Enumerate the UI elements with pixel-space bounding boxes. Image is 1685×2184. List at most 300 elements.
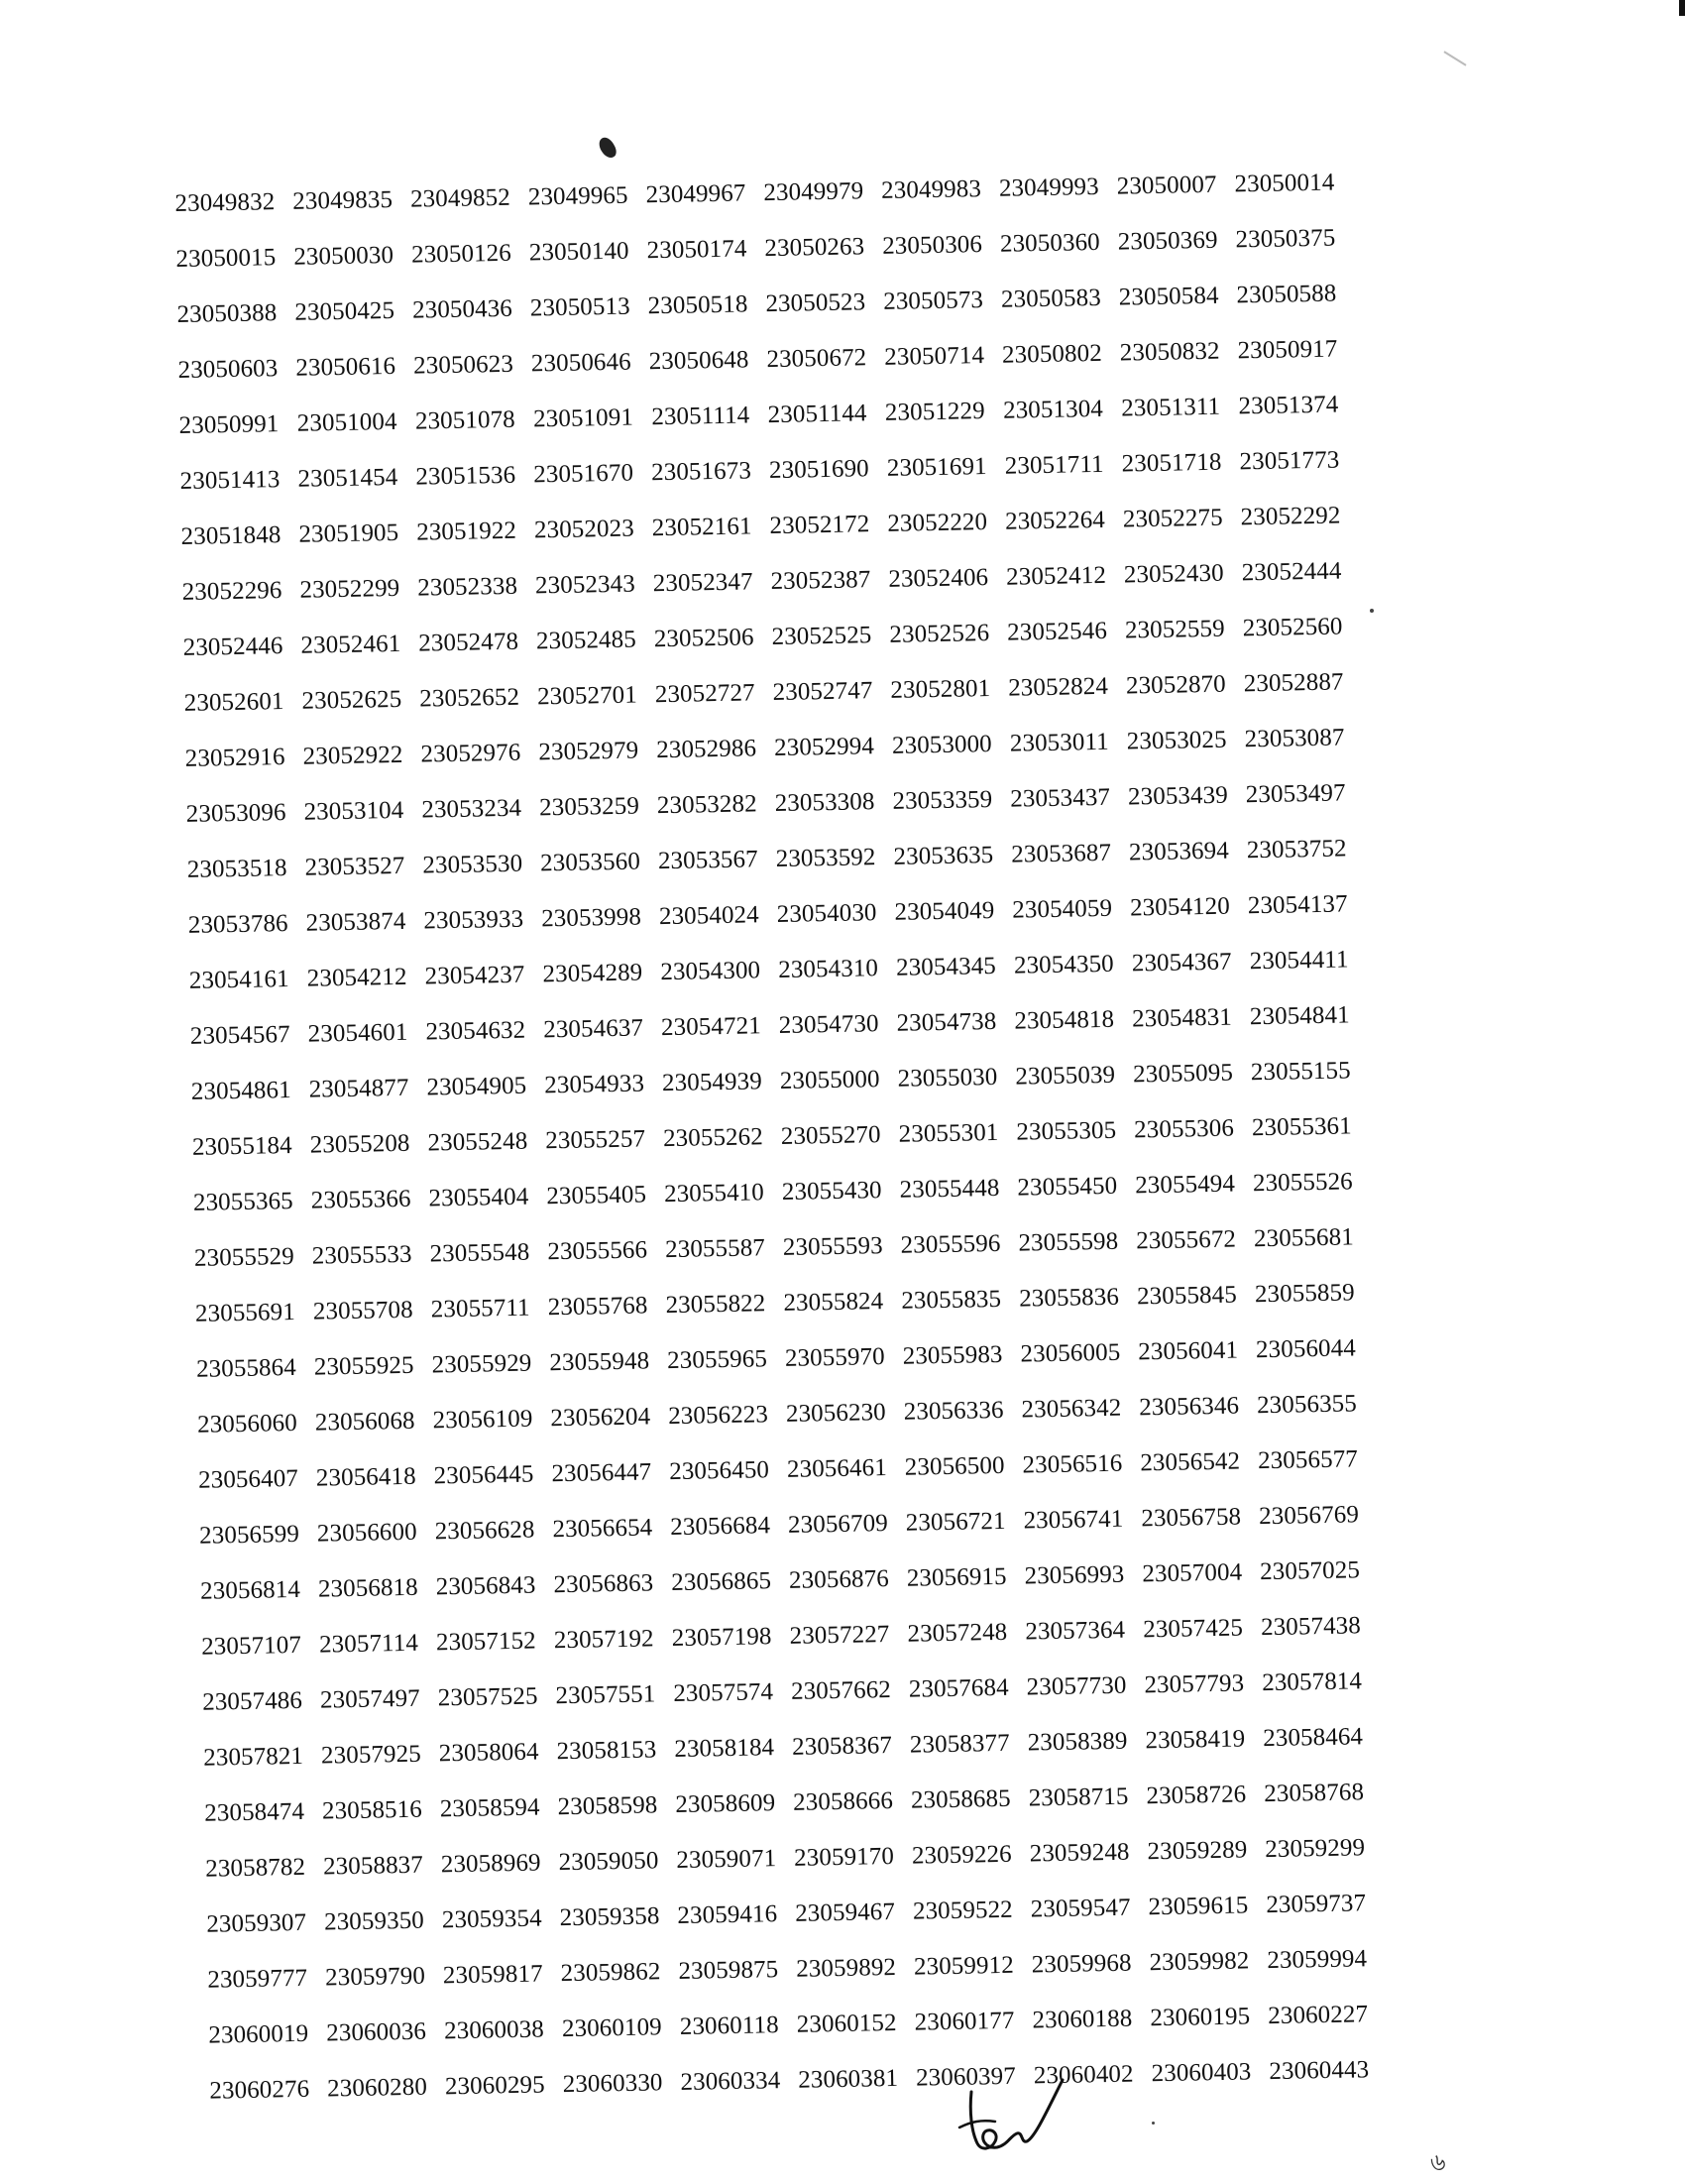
roll-number: 23049852 (409, 183, 511, 213)
roll-number: 23058685 (910, 1784, 1011, 1814)
roll-number: 23057925 (320, 1740, 422, 1770)
roll-number: 23054350 (1013, 950, 1115, 979)
roll-number: 23059737 (1266, 1890, 1367, 1919)
roll-number: 23053282 (656, 790, 757, 820)
roll-number: 23052601 (183, 688, 284, 717)
roll-number: 23054567 (189, 1021, 290, 1050)
roll-number: 23053933 (423, 905, 524, 935)
roll-number: 23056407 (197, 1464, 299, 1494)
roll-number: 23057364 (1025, 1616, 1126, 1646)
roll-number: 23055708 (312, 1296, 413, 1325)
roll-number: 23054730 (778, 1010, 879, 1039)
roll-number: 23057793 (1144, 1669, 1245, 1699)
roll-number: 23053439 (1127, 781, 1229, 811)
roll-number: 23055533 (311, 1240, 412, 1270)
roll-number: 23059817 (442, 1960, 543, 1990)
roll-number: 23051374 (1238, 391, 1339, 420)
roll-number: 23057662 (790, 1676, 892, 1705)
roll-number: 23055711 (430, 1294, 530, 1323)
roll-number: 23055095 (1132, 1059, 1234, 1089)
roll-number: 23056876 (788, 1565, 890, 1594)
roll-number: 23056450 (668, 1456, 770, 1486)
roll-number: 23051091 (532, 403, 634, 433)
roll-number: 23056600 (316, 1518, 417, 1548)
roll-number: 23051078 (414, 405, 516, 435)
roll-number: 23052172 (769, 511, 870, 540)
roll-number: 23053011 (1009, 728, 1109, 757)
roll-number: 23055404 (428, 1183, 529, 1212)
roll-number: 23055248 (427, 1127, 528, 1157)
roll-number: 23057152 (435, 1627, 537, 1657)
roll-number: 23055822 (665, 1290, 766, 1320)
roll-number: 23054939 (661, 1068, 763, 1097)
roll-number: 23052525 (771, 622, 872, 651)
roll-number: 23055526 (1252, 1168, 1354, 1198)
roll-number: 23055270 (780, 1121, 881, 1150)
roll-number: 23058782 (205, 1853, 306, 1883)
roll-number: 23054831 (1131, 1003, 1233, 1033)
roll-number: 23051711 (1004, 450, 1104, 480)
roll-number: 23049965 (527, 181, 628, 211)
roll-number: 23051311 (1121, 393, 1221, 422)
roll-number: 23052444 (1241, 557, 1342, 587)
roll-number: 23051229 (884, 398, 985, 426)
roll-number: 23055948 (549, 1347, 650, 1377)
roll-number: 23055305 (1016, 1116, 1117, 1146)
roll-number: 23056709 (787, 1510, 889, 1539)
roll-number: 23055929 (431, 1349, 532, 1379)
roll-number: 23054289 (542, 959, 643, 988)
roll-number: 23060038 (443, 2015, 545, 2045)
roll-number: 23055691 (194, 1298, 296, 1327)
roll-number: 23055410 (663, 1179, 765, 1208)
roll-number: 23055835 (901, 1285, 1002, 1315)
roll-number: 23050030 (293, 241, 394, 271)
roll-number: 23054030 (776, 899, 877, 928)
roll-number: 23051718 (1121, 448, 1222, 478)
roll-number: 23057425 (1142, 1614, 1244, 1644)
roll-number: 23055845 (1136, 1281, 1238, 1311)
roll-number: 23050802 (1001, 339, 1103, 369)
roll-number: 23059547 (1030, 1894, 1131, 1923)
roll-number: 23057497 (319, 1684, 421, 1714)
roll-number: 23059226 (911, 1840, 1012, 1870)
roll-number: 23057814 (1261, 1667, 1363, 1697)
roll-number: 23060276 (209, 2075, 310, 2105)
roll-number: 23054601 (307, 1018, 408, 1048)
roll-number: 23051454 (297, 463, 398, 493)
roll-number: 23049993 (998, 172, 1099, 202)
roll-number: 23056721 (905, 1507, 1006, 1537)
roll-number: 23055361 (1251, 1112, 1352, 1142)
roll-number: 23053527 (304, 852, 405, 881)
roll-number: 23059862 (560, 1958, 661, 1988)
roll-number: 23060443 (1269, 2056, 1370, 2086)
roll-number: 23057192 (553, 1625, 654, 1655)
roll-number: 23051304 (1002, 395, 1104, 424)
roll-number: 23055184 (191, 1131, 292, 1161)
roll-number: 23056346 (1139, 1392, 1240, 1422)
roll-number: 23058474 (204, 1797, 305, 1827)
roll-number: 23051848 (180, 521, 281, 550)
roll-number: 23055970 (784, 1343, 885, 1372)
roll-number: 23050917 (1237, 335, 1338, 365)
roll-number: 23056060 (196, 1409, 298, 1438)
roll-number: 23059875 (678, 1956, 779, 1985)
roll-number: 23060295 (444, 2071, 545, 2101)
roll-number: 23053437 (1009, 783, 1111, 813)
roll-number: 23055598 (1018, 1227, 1119, 1257)
roll-number-list (174, 156, 1370, 2120)
roll-number: 23059170 (793, 1842, 895, 1872)
roll-number: 23053567 (657, 846, 758, 875)
roll-number: 23057004 (1142, 1558, 1243, 1588)
roll-number: 23049979 (763, 177, 864, 207)
roll-number: 23056336 (903, 1396, 1004, 1426)
roll-number: 23058726 (1146, 1781, 1247, 1810)
roll-number: 23055859 (1254, 1279, 1355, 1309)
roll-number: 23060227 (1268, 2001, 1369, 2030)
roll-number: 23052446 (182, 632, 283, 661)
roll-number: 23060334 (680, 2067, 781, 2096)
roll-number: 23058837 (322, 1851, 424, 1881)
roll-number: 23050263 (764, 233, 865, 263)
roll-number: 23056865 (671, 1567, 772, 1597)
roll-number: 23060402 (1033, 2060, 1134, 2090)
roll-number: 23053687 (1011, 839, 1112, 868)
roll-number: 23055864 (195, 1353, 297, 1383)
roll-number: 23049967 (645, 179, 746, 209)
roll-number: 23055306 (1133, 1114, 1235, 1144)
roll-number: 23055965 (666, 1345, 768, 1375)
roll-number: 23059994 (1267, 1945, 1368, 1975)
roll-number: 23052430 (1123, 559, 1224, 589)
roll-number: 23051673 (650, 457, 752, 487)
roll-number: 23056223 (667, 1401, 769, 1431)
roll-number: 23057198 (671, 1623, 772, 1653)
roll-number: 23054818 (1014, 1005, 1115, 1035)
roll-number: 23055672 (1135, 1225, 1237, 1255)
roll-number: 23050425 (294, 296, 395, 326)
roll-number: 23060118 (679, 2012, 779, 2040)
roll-number: 23053497 (1245, 779, 1346, 809)
ink-smudge (596, 135, 618, 161)
roll-number: 23055596 (900, 1229, 1001, 1259)
roll-number: 23056863 (553, 1569, 654, 1599)
roll-number: 23050672 (766, 344, 867, 374)
roll-number: 23051691 (886, 453, 987, 482)
roll-number: 23055448 (899, 1174, 1000, 1204)
roll-number: 23050388 (176, 299, 278, 328)
roll-number: 23056684 (669, 1512, 771, 1542)
roll-number: 23050436 (411, 294, 513, 324)
roll-number: 23055983 (902, 1340, 1003, 1370)
roll-number: 23059354 (441, 1904, 542, 1934)
roll-number: 23057025 (1259, 1556, 1361, 1586)
roll-number: 23056516 (1022, 1449, 1123, 1479)
roll-number: 23054137 (1247, 890, 1348, 920)
roll-number: 23055000 (779, 1066, 880, 1094)
roll-number: 23055529 (193, 1242, 295, 1272)
roll-number: 23058184 (674, 1734, 775, 1764)
roll-number: 23052412 (1005, 561, 1107, 591)
roll-number: 23054300 (660, 957, 761, 986)
roll-number: 23055824 (783, 1288, 884, 1317)
roll-number: 23056542 (1140, 1447, 1241, 1477)
roll-number: 23059912 (913, 1951, 1015, 1981)
roll-number: 23050375 (1235, 224, 1336, 254)
roll-number: 23058389 (1027, 1727, 1128, 1757)
roll-number: 23050518 (647, 290, 748, 320)
roll-number: 23056814 (199, 1575, 301, 1605)
roll-number: 23050174 (646, 235, 747, 265)
roll-number: 23050583 (1000, 284, 1102, 313)
roll-number: 23052546 (1006, 617, 1108, 646)
roll-number: 23052506 (653, 624, 754, 653)
roll-number: 23052994 (773, 733, 875, 762)
roll-number: 23058715 (1028, 1782, 1129, 1812)
roll-number: 23055430 (781, 1177, 882, 1206)
roll-number: 23056599 (198, 1520, 300, 1550)
roll-number: 23052801 (890, 675, 991, 704)
roll-number: 23057574 (673, 1678, 774, 1708)
roll-number: 23059968 (1031, 1949, 1132, 1979)
roll-number: 23059790 (324, 1962, 426, 1992)
roll-number: 23050648 (648, 346, 749, 376)
roll-number: 23054841 (1249, 1001, 1350, 1031)
roll-number: 23052343 (534, 570, 636, 600)
roll-number: 23059982 (1149, 1947, 1250, 1977)
roll-number: 23055208 (309, 1129, 410, 1159)
roll-number: 23056418 (315, 1462, 416, 1492)
roll-number: 23053518 (186, 855, 287, 883)
roll-number: 23053752 (1246, 835, 1347, 864)
roll-number: 23049983 (880, 175, 982, 204)
roll-number: 23052625 (301, 685, 402, 715)
roll-number: 23052264 (1004, 506, 1106, 535)
roll-number: 23056577 (1257, 1445, 1359, 1475)
roll-number: 23052161 (651, 513, 752, 542)
roll-number: 23056445 (433, 1460, 534, 1490)
scan-edge-mark (1679, 0, 1685, 16)
roll-number: 23052485 (535, 626, 637, 655)
roll-number: 23050584 (1118, 282, 1219, 311)
roll-number: 23052275 (1122, 504, 1223, 533)
roll-number: 23052727 (654, 679, 755, 709)
roll-number: 23057525 (437, 1682, 538, 1712)
roll-number: 23058609 (675, 1789, 776, 1819)
roll-number: 23050646 (530, 348, 631, 378)
roll-number: 23054411 (1249, 946, 1349, 976)
roll-number: 23059050 (558, 1847, 659, 1877)
roll-number: 23053560 (539, 848, 641, 877)
roll-number: 23055450 (1017, 1172, 1118, 1202)
corner-scratch (1443, 51, 1466, 65)
roll-number: 23053087 (1244, 724, 1345, 753)
roll-number: 23054237 (424, 961, 525, 990)
roll-number: 23050991 (178, 410, 280, 439)
roll-number: 23050603 (177, 355, 279, 384)
roll-number: 23050306 (881, 231, 983, 260)
roll-number: 23055301 (898, 1118, 999, 1148)
roll-number: 23060381 (798, 2064, 899, 2094)
roll-number: 23054212 (306, 963, 407, 992)
roll-number: 23054120 (1129, 892, 1231, 922)
roll-number: 23052526 (889, 620, 990, 648)
roll-number: 23052701 (536, 681, 638, 711)
roll-number: 23052922 (302, 741, 403, 770)
roll-number: 23052560 (1242, 613, 1343, 642)
roll-number: 23056342 (1021, 1394, 1122, 1424)
roll-number: 23060188 (1032, 2005, 1133, 2034)
roll-number: 23055681 (1253, 1223, 1355, 1253)
roll-number: 23058464 (1262, 1723, 1364, 1753)
roll-number: 23055405 (546, 1181, 647, 1210)
roll-number: 23057486 (201, 1686, 303, 1716)
roll-number: 23051536 (415, 461, 516, 491)
ink-dot (1370, 609, 1374, 613)
roll-number: 23056230 (785, 1399, 887, 1428)
roll-number: 23055566 (547, 1236, 648, 1266)
roll-number: 23056447 (551, 1458, 652, 1488)
roll-number: 23050573 (882, 287, 984, 315)
roll-number: 23060019 (208, 2019, 309, 2049)
roll-number: 23059777 (207, 1964, 308, 1994)
roll-number: 23060036 (325, 2017, 427, 2047)
signature-icon (952, 2072, 1070, 2161)
page-number: ৬ (1430, 2148, 1446, 2176)
roll-number: 23059615 (1148, 1892, 1249, 1921)
roll-number: 23059892 (795, 1953, 897, 1983)
roll-number: 23054738 (896, 1007, 997, 1037)
roll-number: 23058064 (438, 1738, 539, 1768)
roll-number: 23052870 (1125, 670, 1226, 700)
roll-number: 23058666 (792, 1786, 894, 1816)
roll-number: 23053259 (538, 792, 640, 822)
roll-number: 23050513 (529, 292, 630, 322)
roll-number: 23052461 (300, 630, 401, 659)
roll-number: 23052478 (418, 628, 519, 657)
roll-number: 23054310 (777, 955, 879, 983)
roll-number: 23053359 (892, 785, 993, 815)
roll-number: 23059299 (1265, 1834, 1366, 1864)
roll-number: 23056741 (1023, 1505, 1124, 1535)
roll-number: 23057227 (789, 1621, 890, 1650)
roll-number: 23059289 (1147, 1836, 1248, 1866)
roll-number: 23056843 (435, 1571, 536, 1601)
roll-number: 23055257 (545, 1125, 646, 1155)
roll-number: 23060280 (326, 2073, 428, 2103)
roll-number: 23060177 (914, 2007, 1015, 2036)
roll-number: 23053000 (891, 730, 993, 759)
roll-number: 23053308 (774, 788, 875, 818)
roll-number: 23056204 (550, 1403, 651, 1433)
roll-number: 23049832 (174, 188, 276, 217)
roll-number: 23055262 (662, 1123, 764, 1153)
roll-number: 23055593 (782, 1232, 883, 1261)
roll-number: 23058516 (321, 1795, 423, 1825)
roll-number: 23055155 (1250, 1057, 1351, 1087)
roll-number: 23055836 (1018, 1283, 1120, 1313)
roll-number: 23058367 (791, 1732, 893, 1761)
roll-number: 23055365 (192, 1187, 294, 1216)
roll-number: 23050015 (175, 244, 277, 273)
roll-number: 23056461 (786, 1454, 888, 1483)
roll-number: 23050369 (1117, 226, 1218, 256)
roll-number: 23056041 (1138, 1336, 1239, 1366)
roll-number: 23057821 (202, 1742, 304, 1772)
roll-number: 23056818 (317, 1573, 418, 1603)
roll-number: 23056654 (552, 1514, 653, 1544)
roll-number: 23050623 (412, 350, 514, 380)
roll-number: 23057730 (1026, 1671, 1127, 1701)
roll-number: 23056628 (434, 1516, 535, 1546)
roll-number: 23053786 (187, 910, 288, 939)
roll-number: 23051413 (179, 466, 281, 495)
roll-number: 23056005 (1020, 1338, 1121, 1368)
roll-number: 23052976 (420, 739, 521, 768)
roll-number: 23053874 (305, 907, 406, 937)
roll-number: 23054721 (660, 1012, 762, 1042)
roll-number: 23059467 (794, 1897, 896, 1927)
roll-number: 23059350 (323, 1906, 425, 1936)
roll-number: 23052338 (416, 572, 518, 602)
roll-number: 23056068 (314, 1407, 415, 1437)
roll-number: 23055587 (664, 1234, 766, 1264)
roll-number: 23050360 (999, 228, 1101, 258)
roll-number: 23051670 (532, 459, 634, 489)
roll-number: 23053592 (775, 844, 876, 872)
roll-number: 23059522 (912, 1896, 1014, 1925)
roll-number: 23051905 (298, 518, 399, 548)
roll-number: 23057551 (555, 1680, 656, 1710)
roll-number: 23052387 (770, 566, 871, 596)
roll-number: 23060152 (796, 2009, 897, 2038)
roll-number: 23055768 (547, 1292, 648, 1322)
roll-number: 23056915 (906, 1562, 1007, 1592)
roll-number: 23054024 (658, 901, 759, 931)
roll-number: 23055494 (1134, 1170, 1236, 1200)
roll-number: 23052559 (1124, 615, 1225, 644)
roll-number: 23052296 (181, 577, 282, 606)
roll-number: 23051004 (296, 407, 397, 437)
roll-number: 23052824 (1007, 672, 1109, 702)
roll-number: 23053694 (1128, 837, 1230, 866)
roll-number: 23054905 (426, 1072, 527, 1101)
roll-number: 23059416 (677, 1900, 778, 1929)
roll-number: 23058419 (1145, 1725, 1246, 1755)
roll-number: 23053998 (540, 903, 642, 933)
roll-number: 23053635 (893, 841, 994, 870)
roll-number: 23059248 (1029, 1838, 1130, 1868)
ink-dot (1152, 2122, 1155, 2125)
roll-number: 23052023 (533, 515, 635, 544)
roll-number: 23050007 (1116, 171, 1217, 200)
roll-number: 23053530 (422, 850, 523, 879)
roll-number: 23054637 (542, 1014, 644, 1044)
roll-number: 23056500 (904, 1451, 1005, 1481)
roll-number: 23057438 (1260, 1612, 1362, 1642)
roll-number: 23052979 (538, 737, 639, 766)
roll-number: 23052916 (184, 744, 285, 772)
roll-number: 23056769 (1258, 1501, 1360, 1531)
roll-number: 23056758 (1141, 1503, 1242, 1533)
roll-number: 23051690 (768, 455, 870, 485)
roll-number: 23053104 (303, 796, 404, 826)
roll-number: 23050014 (1234, 169, 1335, 198)
roll-number: 23054059 (1012, 894, 1113, 924)
roll-number: 23058153 (556, 1736, 657, 1766)
